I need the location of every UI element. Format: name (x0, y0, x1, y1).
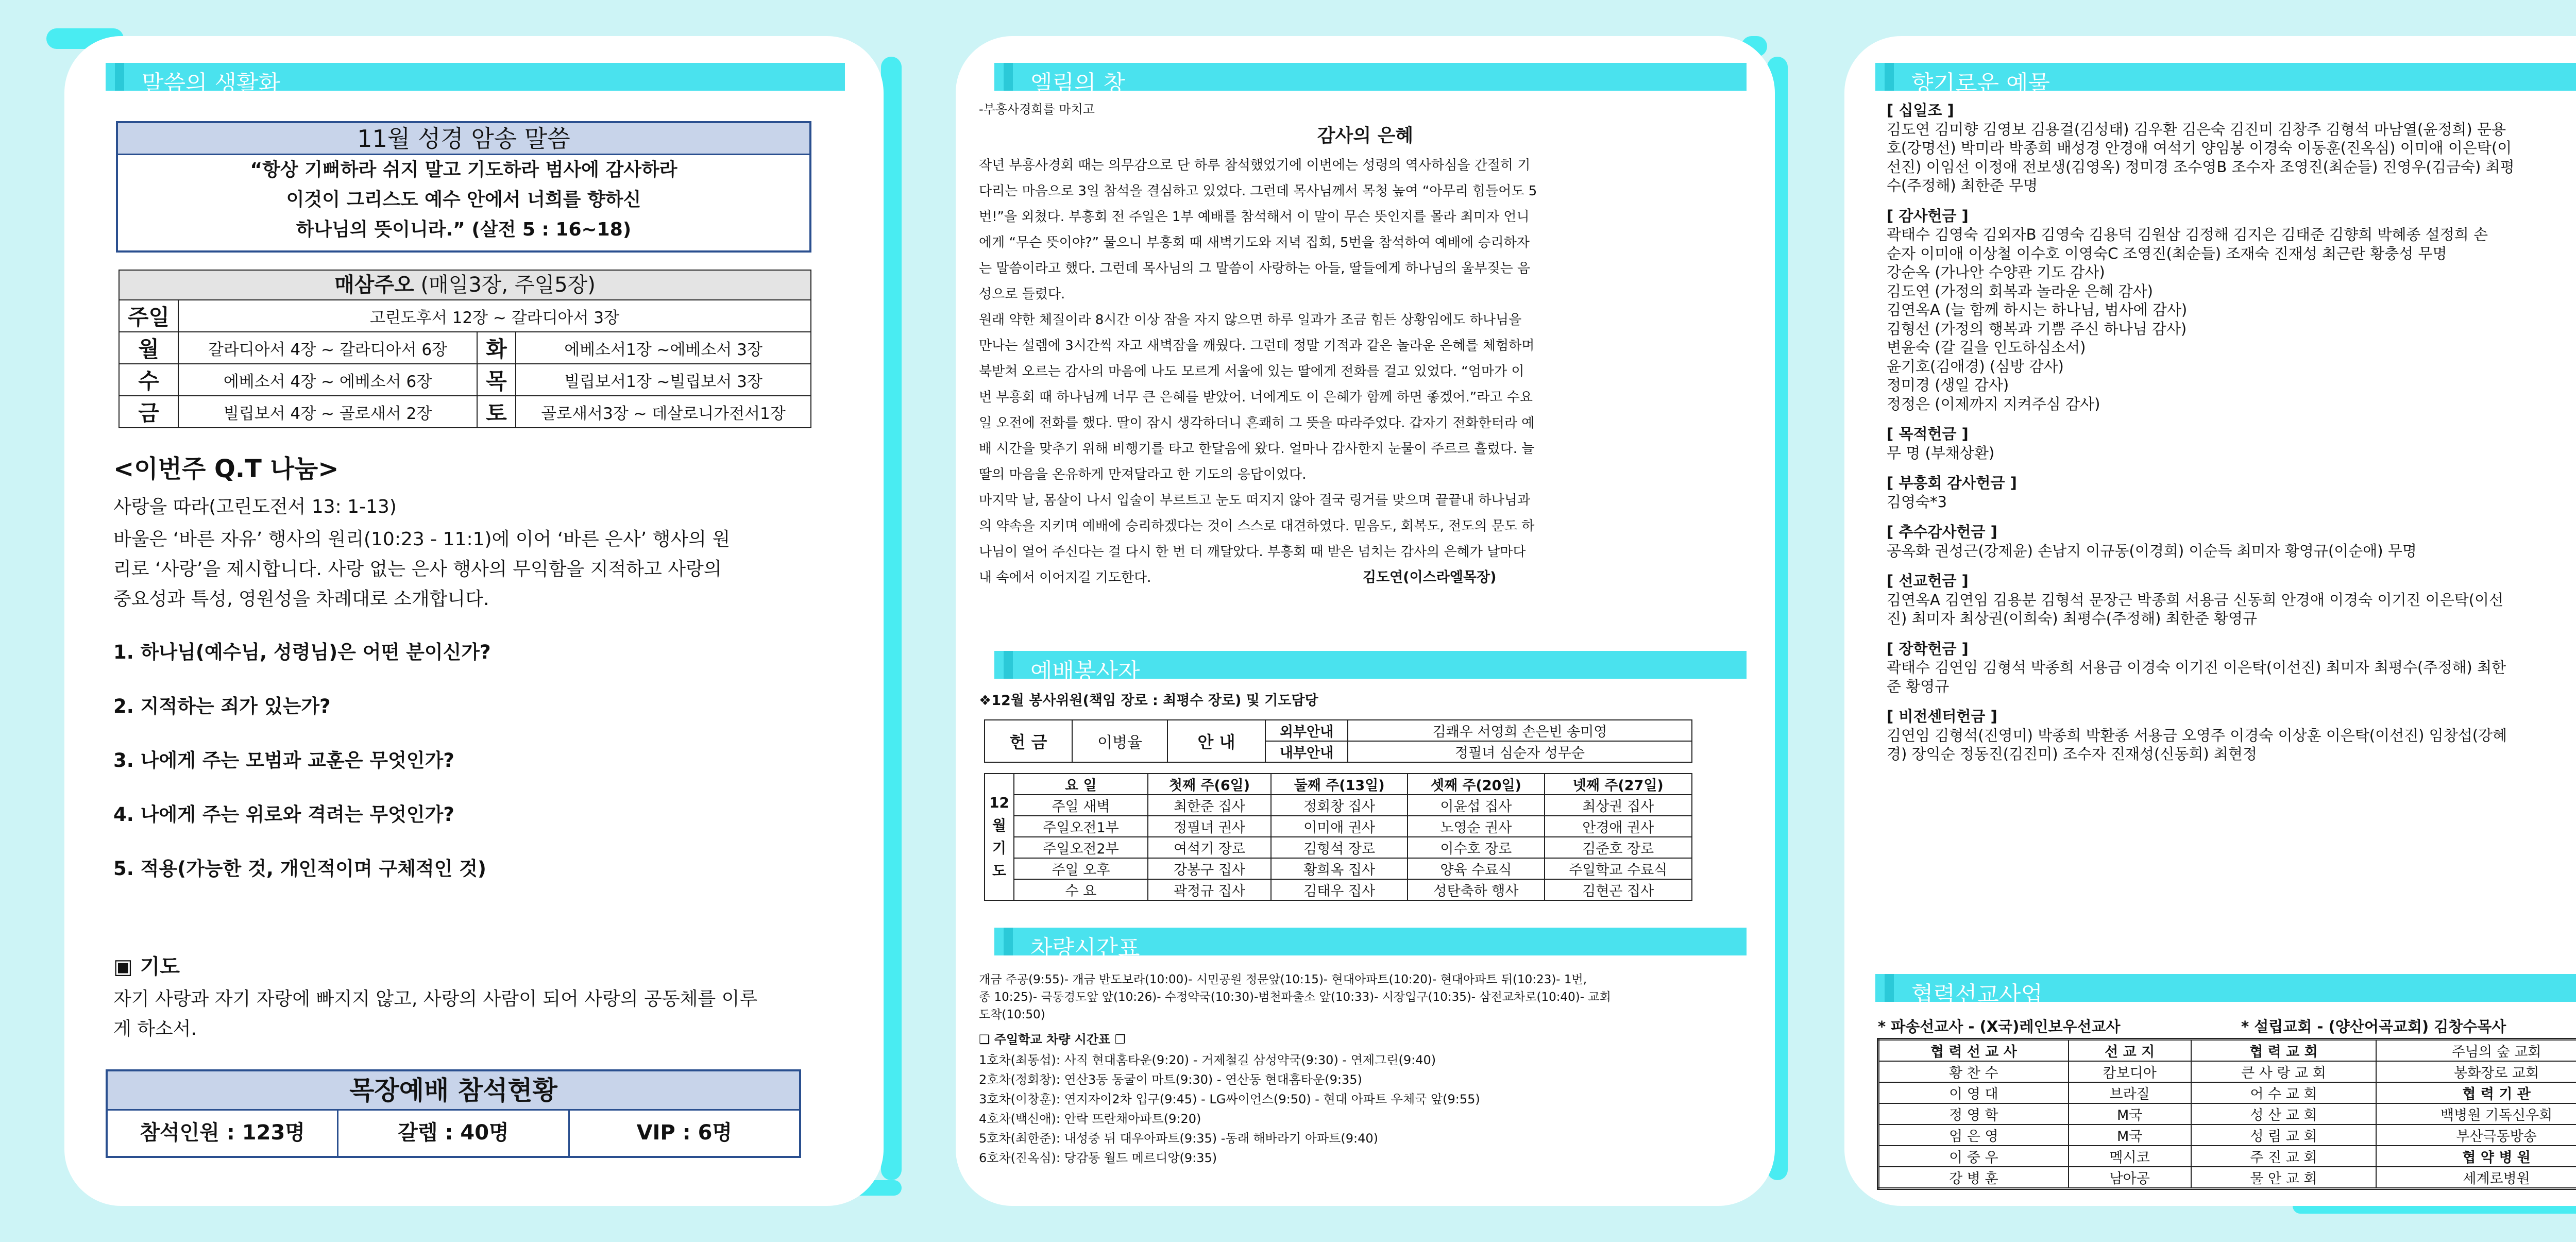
attendance-box (106, 1069, 801, 1158)
attendance-title: 목장예배 참석현황 (108, 1071, 799, 1111)
table-cell: 이 중 우 (1878, 1146, 2069, 1167)
table-cell: 정 영 학 (1878, 1103, 2069, 1124)
bus-route: 1호차(최동섭): 사직 현대홈타운(9:20) - 거제철길 삼성약국(9:30) - 연제그린(9:40) (979, 1053, 1436, 1067)
table-cell: 강 병 훈 (1878, 1167, 2069, 1189)
table-cell: 최상권 집사 (1545, 795, 1692, 816)
table-cell: 브라질 (2069, 1082, 2191, 1103)
qt-question: 1. 하나님(예수님, 성령님)은 어떤 분이신가? (113, 641, 491, 663)
table-cell: 노영순 권사 (1408, 816, 1544, 837)
bus-route-line: 도착(10:50) (979, 1008, 1045, 1021)
section-header (994, 63, 1747, 97)
essay-line: 내 속에서 이어지길 기도한다. (979, 570, 1151, 585)
offering-line: 공옥화 권성근(강제윤) 손남지 이규동(이경희) 이순득 최미자 황영규(이순애) 무명 (1887, 542, 2417, 560)
bus-route: 2호차(정회창): 연산3동 동굴이 마트(9:30) - 연산동 현대홈타운(9:35) (979, 1072, 1362, 1087)
month-label: 12월기도 (985, 774, 1014, 900)
missionary-title: * 파송선교사 - (X국)레인보우선교사 (1878, 1018, 2121, 1035)
reading-text: 에베소서 4장 ~ 에베소서 6장 (178, 364, 477, 396)
offering-line: 김연옥A 김연임 김용분 김형석 문장근 박종희 서용금 신동희 안경애 이경숙 이기진 이은탁(이선 (1887, 591, 2504, 609)
section-title: 협력선교사업 (1911, 982, 2043, 1008)
table-cell: 남아공 (2069, 1167, 2191, 1189)
qt-body-line: 중요성과 특성, 영원성을 차례대로 소개합니다. (113, 589, 489, 610)
table-cell: 수 요 (1014, 879, 1148, 900)
essay-author: 김도연(이스라엘목장) (1363, 569, 1497, 585)
panel-offerings (1844, 36, 2576, 1206)
qt-question: 5. 적용(가능한 것, 개인적이며 구체적인 것) (113, 858, 486, 880)
memory-verse-ref: 하나님의 뜻이니라.” (살전 5 : 16~18) (296, 219, 632, 240)
reading-text: 빌립보서 4장 ~ 골로새서 2장 (178, 396, 477, 428)
attendance-vip: VIP : 6명 (636, 1121, 733, 1145)
essay-line: 번!”을 외쳤다. 부흥회 전 주일은 1부 예배를 참석해서 이 말이 무슨 뜻인지를 몰라 최미자 언니 (979, 209, 1530, 225)
table-header: 요 일 (1014, 774, 1148, 795)
offering-group-title: [ 선교헌금 ] (1887, 572, 1969, 590)
table-header: 협 력 선 교 사 (1878, 1039, 2069, 1062)
table-cell: 캄보디아 (2069, 1061, 2191, 1082)
table-cell: 양육 수료식 (1408, 858, 1544, 879)
memory-verse-box (116, 121, 811, 253)
outer-guide-label: 외부안내 (1265, 720, 1348, 741)
table-cell: 여석기 장로 (1148, 837, 1271, 858)
memory-verse-title: 11월 성경 암송 말씀 (118, 123, 809, 155)
offering-line: 윤기호(김애경) (심방 감사) (1887, 357, 2064, 375)
essay-line: 성으로 들렸다. (979, 287, 1065, 302)
essay-line: 다리는 마음으로 3일 참석을 결심하고 있었다. 그런데 목사님께서 목청 높여 “아무리 힘들어도 5 (979, 183, 1537, 199)
table-header: 첫째 주(6일) (1148, 774, 1271, 795)
table-cell: 이 영 대 (1878, 1082, 2069, 1103)
qt-question: 4. 나에게 주는 위로와 격려는 무엇인가? (113, 803, 454, 826)
reading-day: 토 (477, 396, 516, 428)
offering-group-title: [ 목적헌금 ] (1887, 425, 1969, 443)
table-cell: 주일오전1부 (1014, 816, 1148, 837)
offering-line: 김연옥A (늘 함께 하시는 하나님, 범사에 감사) (1887, 301, 2188, 318)
table-row (985, 816, 1692, 837)
reading-day: 주일 (119, 300, 178, 332)
bus-route: 6호차(진옥심): 당감동 월드 메르디앙(9:35) (979, 1151, 1217, 1165)
prayer-duty-table (984, 773, 1692, 901)
offering-group-title: [ 장학헌금 ] (1887, 640, 1969, 658)
table-row (1878, 1146, 2576, 1167)
offering-line: 진) 최미자 최상권(이희숙) 최평수(주정해) 최한준 황영규 (1887, 610, 2257, 627)
offering-line: 무 명 (부채상환) (1887, 444, 1995, 462)
section-header (994, 651, 1747, 685)
table-row (1878, 1103, 2576, 1124)
essay-subtitle: -부흥사경회를 마치고 (979, 102, 1095, 116)
offering-group-title: [ 추수감사헌금 ] (1887, 523, 1997, 541)
offering-line: 김연임 김형석(진영미) 박종희 박환종 서용금 오영주 이경숙 이상훈 이은탁(이선진) 임창섭(강혜 (1887, 726, 2507, 744)
section-title: 향기로운 예물 (1911, 71, 2050, 97)
table-cell: 주님의 숲 교회 (2376, 1039, 2576, 1062)
table-row (1878, 1082, 2576, 1103)
offering-group-title: [ 감사헌금 ] (1887, 207, 1969, 225)
service-note: ❖12월 봉사위원(책임 장로 : 최평수 장로) 및 기도담당 (979, 693, 1318, 709)
bus-route-line: 개금 주공(9:55)- 개금 반도보라(10:00)- 시민공원 정문앞(10:15)- 현대아파트(10:20)- 현대아파트 뒤(10:23)- 1번, (979, 973, 1587, 986)
attendance-total: 참석인원 : 123명 (108, 1111, 338, 1156)
bus-route: 4호차(백신애): 안락 뜨란채아파트(9:20) (979, 1112, 1201, 1126)
frame-deco (881, 57, 902, 1180)
header-accent (1885, 974, 1894, 1002)
qt-subtitle: 사랑을 따라(고린도전서 13: 1-13) (113, 496, 397, 517)
table-cell: 정필녀 권사 (1148, 816, 1271, 837)
header-accent (1885, 63, 1894, 91)
section-title: 엘림의 창 (1030, 71, 1126, 97)
table-header: 둘째 주(13일) (1271, 774, 1408, 795)
header-accent (115, 63, 124, 91)
header-accent (1004, 651, 1013, 679)
offering-line: 호(강명선) 박미라 박종희 배성경 안경애 여석기 양임봉 이경숙 이동훈(진옥심) 이미애 이은탁(이 (1887, 139, 2512, 157)
offering-group-title: [ 부흥회 감사헌금 ] (1887, 474, 2017, 492)
table-cell: 봉화장로 교회 (2376, 1061, 2576, 1082)
attendance-caleb: 갈렙 : 40명 (338, 1111, 569, 1156)
essay-line: 원래 약한 체질이라 8시간 이상 잠을 자지 않으면 하루 일과가 조금 힘든 상황임에도 하나님을 (979, 312, 1522, 328)
table-cell: 강봉구 집사 (1148, 858, 1271, 879)
memory-verse-line: 이것이 그리스도 예수 안에서 너희를 향하신 (286, 189, 641, 210)
table-header: 셋째 주(20일) (1408, 774, 1544, 795)
offering-line: 김도연 (가정의 회복과 놀라운 은혜 감사) (1887, 282, 2153, 300)
offering-line: 곽태수 김연임 김형석 박종희 서용금 이경숙 이기진 이은탁(이선진) 최미자 최평수(주정해) 최한 (1887, 659, 2506, 676)
panel-word-life (64, 36, 884, 1206)
table-cell: 곽정규 집사 (1148, 879, 1271, 900)
table-cell: 주일학교 수료식 (1545, 858, 1692, 879)
bus-route: 5호차(최한준): 내성중 뒤 대우아파트(9:35) -동래 해바라기 아파트(9:40) (979, 1131, 1378, 1146)
table-row (985, 879, 1692, 900)
reading-text: 고린도후서 12장 ~ 갈라디아서 3장 (178, 300, 811, 332)
offering-line: 정미경 (생일 감사) (1887, 376, 2009, 394)
offering-line: 강순옥 (가나안 수양관 기도 감사) (1887, 263, 2105, 281)
section-header (994, 928, 1747, 962)
table-cell: 이수호 장로 (1408, 837, 1544, 858)
table-cell: 김현곤 집사 (1545, 879, 1692, 900)
section-title: 차량시간표 (1030, 935, 1140, 962)
offering-group-title: [ 비전센터헌금 ] (1887, 708, 1997, 725)
offering-line: 김영숙*3 (1887, 493, 1947, 511)
reading-text: 에베소서1장 ~에베소서 3장 (516, 332, 811, 364)
essay-line: 에게 “무슨 뜻이야?” 물으니 부흥회 때 새벽기도와 저녁 집회, 5번을 참석하여 예배에 승리하자 (979, 235, 1530, 250)
reading-day: 화 (477, 332, 516, 364)
table-cell: 정회창 집사 (1271, 795, 1408, 816)
bus-route: 3호차(이창훈): 연지자이2차 입구(9:45) - LG싸이언스(9:50) - 현대 아파트 우체국 앞(9:55) (979, 1092, 1480, 1106)
table-cell: 물 안 교 회 (2191, 1167, 2377, 1189)
table-header: 선 교 지 (2069, 1039, 2191, 1062)
table-cell: 이미애 권사 (1271, 816, 1408, 837)
table-header: 넷째 주(27일) (1545, 774, 1692, 795)
essay-line: 북받쳐 오르는 감사의 마음에 나도 모르게 서울에 있는 딸에게 전화를 걸고 있었다. “엄마가 이 (979, 364, 1524, 379)
essay-line: 작년 부흥사경회 때는 의무감으로 단 하루 참석했었기에 이번에는 성령의 역사하심을 간절히 기 (979, 158, 1531, 173)
table-row (1878, 1167, 2576, 1189)
mission-table (1877, 1038, 2576, 1190)
offering-name: 이병율 (1072, 720, 1167, 762)
table-row (1878, 1061, 2576, 1082)
table-cell: 주일오전2부 (1014, 837, 1148, 858)
reading-title: 매삼주오 (334, 273, 414, 297)
essay-line: 딸의 마음을 온유하게 만져달라고 한 기도의 응답이었다. (979, 467, 1307, 482)
essay-line: 일 오전에 전화를 했다. 딸이 잠시 생각하더니 흔쾌히 그 뜻을 따라주었다. 갑자기 전화한터라 예 (979, 415, 1535, 431)
reading-plan-table (118, 299, 811, 428)
table-cell: 김형석 장로 (1271, 837, 1408, 858)
table-cell: M국 (2069, 1103, 2191, 1124)
reading-plan-title (118, 270, 811, 300)
offering-line: 수(주정해) 최한준 무명 (1887, 177, 2038, 194)
offering-list (1887, 101, 2576, 764)
table-header: 협 력 교 회 (2191, 1039, 2377, 1062)
header-accent (1004, 63, 1013, 91)
table-row (1878, 1124, 2576, 1146)
offering-line: 김도연 김미향 김영보 김용걸(김성태) 김우환 김은숙 김진미 김창주 김형석 마남열(윤정희) 문용 (1887, 120, 2506, 138)
table-cell: 안경애 권사 (1545, 816, 1692, 837)
essay-body (979, 153, 1741, 591)
essay-line: 배 시간을 맞추기 위해 비행기를 타고 한달음에 왔다. 얼마나 감사한지 눈물이 주르르 흘렀다. 늘 (979, 441, 1535, 457)
table-cell: 황 찬 수 (1878, 1061, 2069, 1082)
essay-line: 만나는 설렘에 3시간씩 자고 새벽잠을 깨웠다. 그런데 정말 기적과 같은 놀라운 은혜를 체험하며 (979, 338, 1535, 354)
section-header (106, 63, 845, 97)
reading-day: 월 (119, 332, 178, 364)
guide-table (984, 719, 1692, 763)
table-cell: 김준호 장로 (1545, 837, 1692, 858)
outer-guide-names: 김쾌우 서영희 손은빈 송미영 (1348, 720, 1692, 741)
table-cell: 협 약 병 원 (2376, 1146, 2576, 1167)
reading-day: 금 (119, 396, 178, 428)
bus-route-line: 종 10:25)- 극동경도앞 앞(10:26)- 수정약국(10:30)-범천파출소 앞(10:33)- 시장입구(10:35)- 삼전교차로(10:40)- 교회 (979, 991, 1611, 1004)
essay-line: 는 말씀이라고 했다. 그런데 목사님의 그 말씀이 사랑하는 아들, 딸들에게 하나님의 울부짖는 음 (979, 261, 1531, 276)
offering-group-title: [ 십일조 ] (1887, 102, 1954, 119)
section-header (1875, 63, 2576, 97)
panel-elim-window (956, 36, 1775, 1206)
table-row (985, 795, 1692, 816)
essay-line: 마지막 날, 몸살이 나서 입술이 부르트고 눈도 떠지지 않아 결국 링거를 맞으며 끝끝내 하나님과 (979, 493, 1531, 508)
table-cell: 최한준 집사 (1148, 795, 1271, 816)
reading-day: 목 (477, 364, 516, 396)
section-title: 말씀의 생활화 (142, 71, 281, 97)
prayer-line: 자기 사랑과 자기 자랑에 빠지지 않고, 사랑의 사람이 되어 사랑의 공동체를 이루 (113, 988, 758, 1010)
reading-day: 수 (119, 364, 178, 396)
table-cell: 백병원 기독신우회 (2376, 1103, 2576, 1124)
sunday-school-bus-title: ❏ 주일학교 차량 시간표 ❐ (979, 1032, 1126, 1047)
qt-question: 3. 나에게 주는 모범과 교훈은 무엇인가? (113, 749, 454, 771)
qt-question: 2. 지적하는 죄가 있는가? (113, 695, 331, 717)
church-plant-title: * 설립교회 - (양산어곡교회) 김창수목사 (2241, 1018, 2506, 1035)
section-header (1875, 974, 2576, 1008)
essay-line: 의 약속을 지키며 예배에 승리하겠다는 것이 스스로 대견하였다. 믿음도, 회복도, 전도의 문도 하 (979, 518, 1535, 534)
offering-line: 변윤숙 (갈 길을 인도하심소서) (1887, 339, 2086, 356)
reading-text: 빌립보서1장 ~빌립보서 3장 (516, 364, 811, 396)
table-cell: 성 림 교 회 (2191, 1124, 2377, 1146)
reading-text: 골로새서3장 ~ 데살로니가전서1장 (516, 396, 811, 428)
inner-guide-names: 정필녀 심순자 성무순 (1348, 741, 1692, 762)
qt-body-line: 리로 ‘사랑’을 제시합니다. 사랑 없는 은사 행사의 무익함을 지적하고 사랑의 (113, 559, 722, 580)
qt-body-line: 바울은 ‘바른 자유’ 행사의 원리(10:23 - 11:1)에 이어 ‘바른 은사’ 행사의 원 (113, 529, 731, 550)
essay-title: 감사의 은혜 (1317, 125, 1414, 146)
offering-line: 김형선 (가정의 행복과 기쁨 주신 하나님 감사) (1887, 320, 2187, 338)
table-cell: 협 력 기 관 (2376, 1082, 2576, 1103)
header-accent (1004, 928, 1013, 955)
reading-text: 갈라디아서 4장 ~ 갈라디아서 6장 (178, 332, 477, 364)
table-cell: 주일 새벽 (1014, 795, 1148, 816)
offering-line: 경) 장익순 정동진(김진미) 조수자 진재성(신동희) 최현정 (1887, 745, 2257, 763)
table-row (985, 858, 1692, 879)
qt-title: <이번주 Q.T 나눔> (113, 455, 339, 483)
memory-verse-line: “항상 기뻐하라 쉬지 말고 기도하라 범사에 감사하라 (250, 159, 677, 180)
table-cell: 성 산 교 회 (2191, 1103, 2377, 1124)
guide-label: 안 내 (1167, 720, 1265, 762)
offering-line: 정정은 (이제까지 지켜주심 감사) (1887, 395, 2100, 413)
table-cell: 멕시코 (2069, 1146, 2191, 1167)
table-cell: 큰 사 랑 교 회 (2191, 1061, 2377, 1082)
prayer-title: ▣ 기도 (113, 955, 180, 979)
offering-line: 선진) 이임선 이정애 전보생(김영옥) 정미경 조수영B 조수자 조영진(최순들) 진영우(김금숙) 최평 (1887, 158, 2515, 176)
prayer-line: 게 하소서. (113, 1018, 197, 1039)
offering-label: 헌 금 (985, 720, 1072, 762)
offering-line: 준 황영규 (1887, 677, 1950, 695)
table-cell: 김태우 집사 (1271, 879, 1408, 900)
reading-note: (매일3장, 주일5장) (420, 273, 596, 297)
offering-line: 순자 이미애 이상철 이수호 이영숙C 조영진(최순들) 조재숙 진재성 최근란 황충성 무명 (1887, 244, 2447, 262)
table-cell: 이윤섭 집사 (1408, 795, 1544, 816)
offering-line: 곽태수 김영숙 김외자B 김영숙 김용덕 김원삼 김정해 김지은 김태준 김향희 박혜종 설정희 손 (1887, 226, 2488, 243)
section-title: 예배봉사자 (1030, 659, 1140, 685)
inner-guide-label: 내부안내 (1265, 741, 1348, 762)
table-cell: 성탄축하 행사 (1408, 879, 1544, 900)
table-cell: M국 (2069, 1124, 2191, 1146)
table-cell: 주 진 교 회 (2191, 1146, 2377, 1167)
table-cell: 부산극동방송 (2376, 1124, 2576, 1146)
table-cell: 황희옥 집사 (1271, 858, 1408, 879)
table-row (985, 837, 1692, 858)
essay-line: 번 부흥회 때 하나님께 너무 큰 은혜를 받았어. 너에게도 이 은혜가 함께 하면 좋겠어.”라고 수요 (979, 390, 1533, 405)
table-cell: 세계로병원 (2376, 1167, 2576, 1189)
essay-line: 나님이 열어 주신다는 걸 다시 한 번 더 깨달았다. 부흥회 때 받은 넘치는 감사의 은혜가 날마다 (979, 544, 1526, 560)
table-cell: 엄 은 영 (1878, 1124, 2069, 1146)
table-cell: 주일 오후 (1014, 858, 1148, 879)
table-cell: 어 수 교 회 (2191, 1082, 2377, 1103)
